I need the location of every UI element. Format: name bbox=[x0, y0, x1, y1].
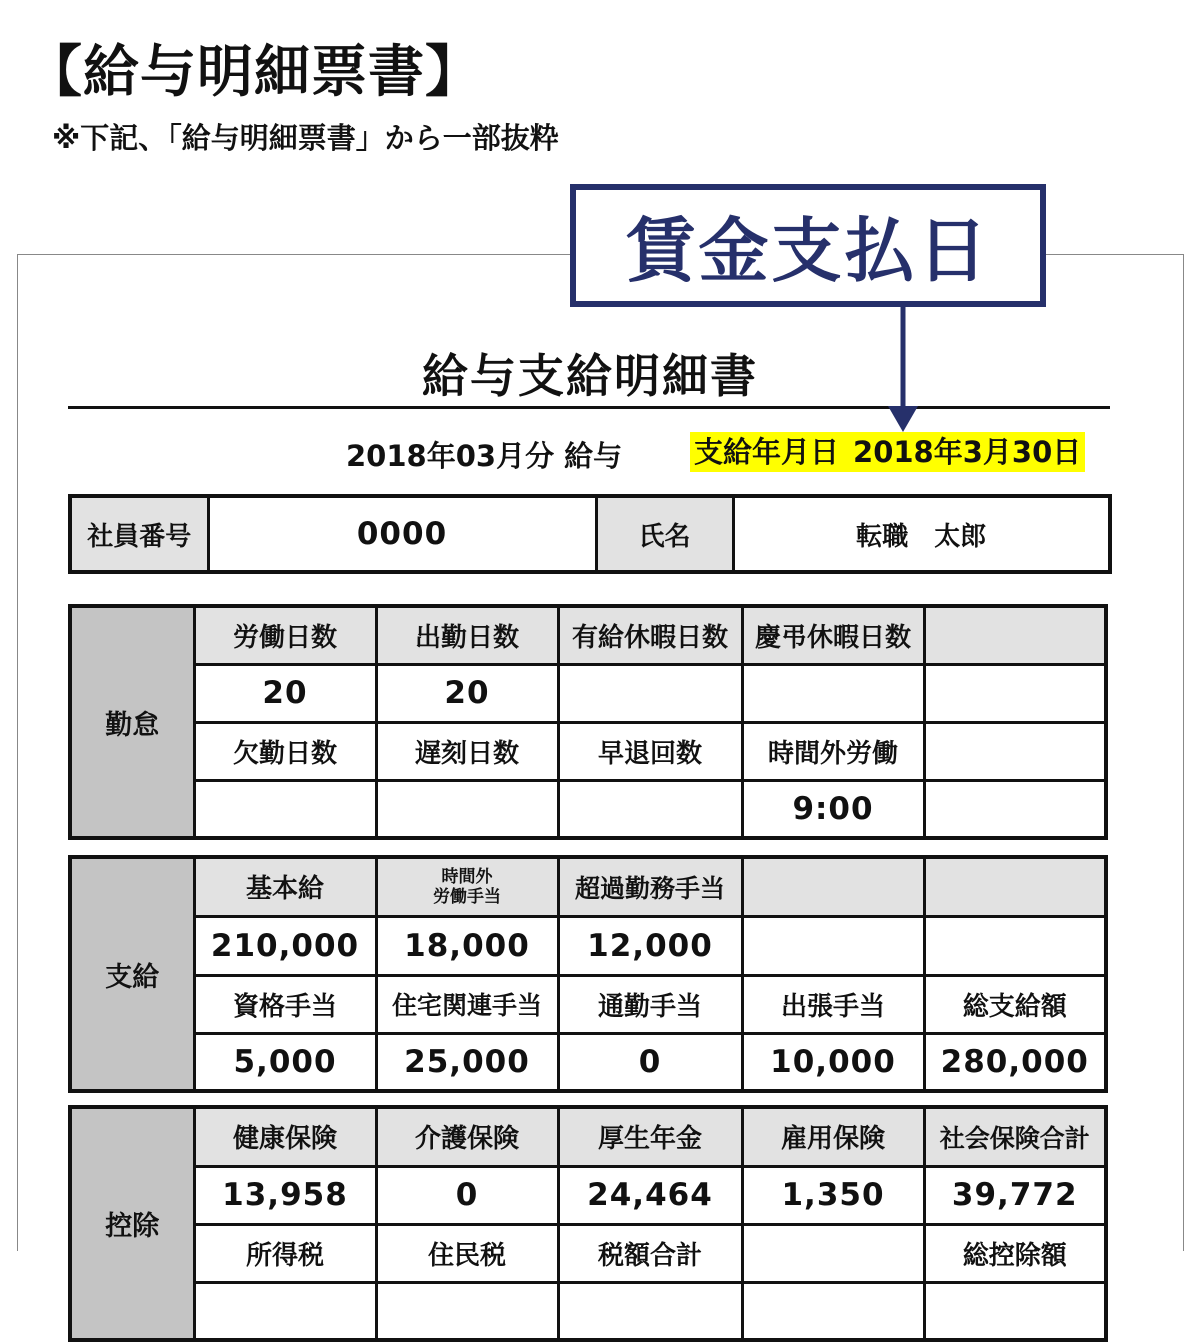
attendance-label: 出勤日数 bbox=[376, 606, 558, 664]
deduction-label: 税額合計 bbox=[558, 1224, 742, 1282]
attendance-value: 20 bbox=[194, 664, 376, 722]
deduction-value: 24,464 bbox=[558, 1166, 742, 1224]
payment-label: 資格手当 bbox=[194, 975, 376, 1033]
deduction-value bbox=[558, 1282, 742, 1340]
payment-value: 210,000 bbox=[194, 916, 376, 975]
deduction-value: 13,958 bbox=[194, 1166, 376, 1224]
payment-value: 18,000 bbox=[376, 916, 558, 975]
deduction-value bbox=[194, 1282, 376, 1340]
deduction-value bbox=[376, 1282, 558, 1340]
total-payment-value: 280,000 bbox=[924, 1033, 1106, 1091]
attendance-label: 時間外労働 bbox=[742, 722, 924, 780]
attendance-label: 有給休暇日数 bbox=[558, 606, 742, 664]
payment-value: 25,000 bbox=[376, 1033, 558, 1091]
payment-section-label: 支給 bbox=[70, 857, 194, 1091]
attendance-value: 20 bbox=[376, 664, 558, 722]
payment-label: 総支給額 bbox=[924, 975, 1106, 1033]
deduction-value bbox=[924, 1282, 1106, 1340]
payment-label: 基本給 bbox=[194, 857, 376, 916]
deduction-label bbox=[742, 1224, 924, 1282]
deduction-section-label: 控除 bbox=[70, 1107, 194, 1340]
deduction-label: 住民税 bbox=[376, 1224, 558, 1282]
payment-label: 超過勤務手当 bbox=[558, 857, 742, 916]
attendance-label: 遅刻日数 bbox=[376, 722, 558, 780]
callout-label: 賃金支払日 bbox=[625, 210, 991, 292]
employee-name-label: 氏名 bbox=[596, 496, 733, 572]
attendance-section-label: 勤怠 bbox=[70, 606, 194, 838]
payment-value: 5,000 bbox=[194, 1033, 376, 1091]
pay-date-callout bbox=[570, 184, 1046, 307]
attendance-label: 慶弔休暇日数 bbox=[742, 606, 924, 664]
deduction-value: 1,350 bbox=[742, 1166, 924, 1224]
pay-date-value: 2018年3月30日 bbox=[853, 435, 1082, 469]
payment-value: 10,000 bbox=[742, 1033, 924, 1091]
pay-period: 2018年03月分 給与 bbox=[346, 439, 623, 473]
attendance-label: 労働日数 bbox=[194, 606, 376, 664]
deduction-value: 39,772 bbox=[924, 1166, 1106, 1224]
pay-date-label: 支給年月日 bbox=[694, 435, 840, 469]
payment-label: 時間外 労働手当 bbox=[376, 857, 558, 916]
overtime-value: 9:00 bbox=[742, 780, 924, 838]
payment-label: 住宅関連手当 bbox=[376, 975, 558, 1033]
payment-label: 出張手当 bbox=[742, 975, 924, 1033]
deduction-label: 健康保険 bbox=[194, 1107, 376, 1166]
page-heading: 【給与明細票書】 bbox=[26, 40, 482, 105]
attendance-label: 早退回数 bbox=[558, 722, 742, 780]
deduction-label: 介護保険 bbox=[376, 1107, 558, 1166]
payment-value: 12,000 bbox=[558, 916, 742, 975]
deduction-label: 総控除額 bbox=[924, 1224, 1106, 1282]
page-note: ※下記、「給与明細票書」から一部抜粋 bbox=[52, 121, 559, 155]
deduction-value: 0 bbox=[376, 1166, 558, 1224]
deduction-label: 所得税 bbox=[194, 1224, 376, 1282]
employee-id-value: 0000 bbox=[208, 496, 596, 572]
deduction-label: 雇用保険 bbox=[742, 1107, 924, 1166]
payment-value: 0 bbox=[558, 1033, 742, 1091]
employee-name-value: 転職 太郎 bbox=[733, 496, 1110, 572]
employee-id-label: 社員番号 bbox=[70, 496, 208, 572]
deduction-table bbox=[68, 1105, 1108, 1342]
deduction-value bbox=[742, 1282, 924, 1340]
payslip-title: 給与支給明細書 bbox=[422, 349, 758, 403]
deduction-label: 厚生年金 bbox=[558, 1107, 742, 1166]
payment-label: 通勤手当 bbox=[558, 975, 742, 1033]
deduction-label: 社会保険合計 bbox=[924, 1107, 1106, 1166]
attendance-label: 欠勤日数 bbox=[194, 722, 376, 780]
